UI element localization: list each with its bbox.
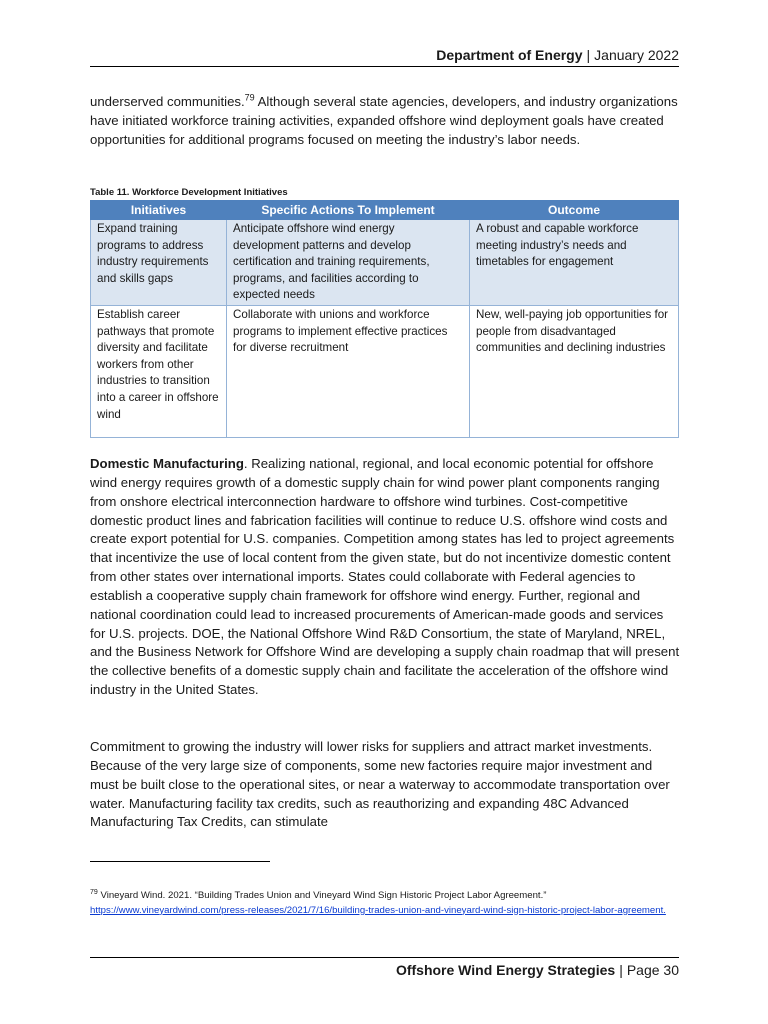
footnote bbox=[90, 886, 680, 918]
table-header-row bbox=[91, 201, 679, 220]
header-org: Department of Energy bbox=[436, 47, 583, 63]
table-cell: Expand training programs to address industry requirements and skills gaps bbox=[91, 220, 227, 306]
table-cell: A robust and capable workforce meeting industry’s needs and timetables for engagement bbox=[470, 220, 679, 306]
manufacturing-paragraph bbox=[90, 455, 680, 700]
table-row bbox=[91, 305, 679, 437]
table-cell: Establish career pathways that promote diversity and facilitate workers from other industries to transition into a career in offshore wind bbox=[91, 305, 227, 437]
footnote-text: Vineyard Wind. 2021. “Building Trades Union and Vineyard Wind Sign Historic Project Labor Agreement.” bbox=[97, 890, 547, 902]
column-header: Initiatives bbox=[91, 201, 227, 220]
workforce-table bbox=[90, 200, 679, 438]
manufacturing-heading: Domestic Manufacturing bbox=[90, 456, 244, 471]
intro-text-2: Although several state agencies, developers, and industry organizations have initiated workforce training activities, expanded offshore wind deployment goals have created opportunities for additional programs focused on meeting the industry’s labor needs. bbox=[90, 94, 678, 147]
intro-paragraph bbox=[90, 93, 680, 150]
page-header bbox=[90, 46, 679, 67]
table-cell: New, well-paying job opportunities for people from disadvantaged communities and declining industries bbox=[470, 305, 679, 437]
footer-doc-title: Offshore Wind Energy Strategies bbox=[395, 962, 616, 978]
page-number: Page 30 bbox=[626, 962, 679, 978]
column-header: Specific Actions To Implement bbox=[227, 201, 470, 220]
footnote-number: 79 bbox=[90, 889, 98, 896]
table-caption: Table 11. Workforce Development Initiatives bbox=[90, 187, 288, 198]
footnote-link[interactable]: https://www.vineyardwind.com/press-releases/2021/7/16/building-trades-union-and-vineyard-wind-sign-historic-project-labor-agreement. bbox=[90, 904, 666, 916]
column-header: Outcome bbox=[470, 201, 679, 220]
footnote-ref[interactable]: 79 bbox=[244, 92, 255, 103]
commitment-paragraph bbox=[90, 738, 680, 832]
commitment-text: Commitment to growing the industry will lower risks for suppliers and attract market investments. Because of the very large size of components, some new factories require major investment and must be built close to the operational sites, or near a waterway to accommodate transportation over water. Manufacturing facility tax credits, such as reauthorizing and expanding 48C Advanced Manufacturing Tax Credits, can stimulate bbox=[90, 739, 670, 830]
intro-text-1: underserved communities. bbox=[90, 94, 245, 109]
manufacturing-text: . Realizing national, regional, and local economic potential for offshore wind energy requires growth of a domestic supply chain for wind power plant components ranging from onshore electrical interconnection hardware to offshore wind turbines. Cost-competitive domestic product lines and fabrication facilities will continue to reduce U.S. offshore wind costs and create export potential for U.S. companies. Competition among states has led to project agreements that incentivize the use of local content from the given state, but do not incentivize domestic content from other states over international imports. States could collaborate with Federal agencies to establish a cooperative supply chain framework for offshore wind energy. Further, regional and national coordination could lead to increased procurements of American-made goods and services for U.S. projects. DOE, the National Offshore Wind R&D Consortium, the state of Maryland, NREL, and the Business Network for Offshore Wind are developing a supply chain roadmap that will present the collective benefits of a domestic supply chain and facilitate the acceleration of the offshore wind industry in the United States. bbox=[90, 456, 680, 698]
header-date: January 2022 bbox=[594, 47, 679, 63]
table-cell: Collaborate with unions and workforce programs to implement effective practices for diverse recruitment bbox=[227, 305, 470, 437]
footnote-divider bbox=[90, 861, 270, 862]
page-footer bbox=[90, 957, 679, 979]
table-cell: Anticipate offshore wind energy development patterns and develop certification and training requirements, programs, and facilities according to expected needs bbox=[227, 220, 470, 306]
footer-separator: | bbox=[619, 962, 623, 978]
header-separator: | bbox=[586, 47, 591, 63]
table-row bbox=[91, 220, 679, 306]
